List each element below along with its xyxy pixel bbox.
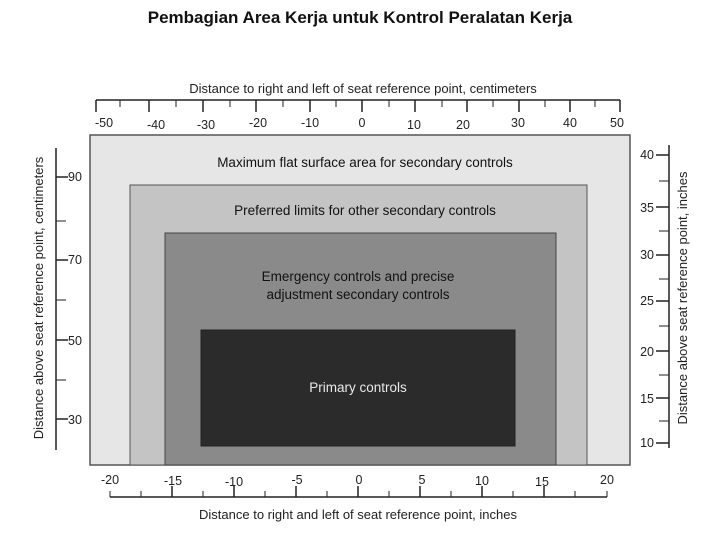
bottom-tick-label: -10: [224, 475, 244, 489]
left-tick-label: 70: [68, 253, 82, 267]
bottom-tick-label: 0: [355, 473, 363, 487]
top-tick-label: -50: [94, 116, 114, 130]
left-axis-title: Distance above seat reference point, centimeters: [31, 156, 46, 440]
bottom-tick-label: 5: [418, 473, 426, 487]
zone-label-maximum-flat-surface: Maximum flat surface area for secondary controls: [217, 155, 513, 170]
bottom-tick-label: 15: [535, 475, 549, 489]
top-axis-title: Distance to right and left of seat reference point, centimeters: [189, 81, 537, 96]
bottom-tick-label: -5: [291, 473, 303, 487]
top-tick-label: -30: [196, 118, 216, 132]
bottom-tick-label: 10: [475, 474, 489, 488]
page-title: Pembagian Area Kerja untuk Kontrol Peralatan Kerja: [147, 8, 573, 27]
right-axis-ticks: [656, 155, 669, 443]
right-tick-label: 20: [640, 345, 654, 359]
top-axis-ticks: [96, 100, 620, 112]
bottom-tick-label: -15: [163, 474, 183, 488]
zone-label-primary-controls: Primary controls: [309, 380, 407, 395]
right-tick-label: 25: [640, 294, 654, 308]
bottom-tick-label: 20: [600, 473, 614, 487]
top-tick-label: 20: [456, 118, 470, 132]
bottom-axis-ticks: [110, 486, 607, 497]
left-tick-label: 50: [68, 334, 82, 348]
bottom-axis-title: Distance to right and left of seat reference point, inches: [199, 507, 517, 522]
top-tick-label: -20: [248, 116, 268, 130]
right-tick-label: 35: [640, 201, 654, 215]
left-axis-ticks: [56, 177, 68, 419]
left-tick-label: 30: [68, 413, 82, 427]
right-tick-label: 40: [640, 148, 654, 162]
right-tick-label: 10: [640, 436, 654, 450]
right-axis-title: Distance above seat reference point, inches: [675, 171, 690, 425]
zone-label-emergency-line-2: adjustment secondary controls: [266, 287, 450, 302]
top-tick-label: 40: [563, 116, 577, 130]
top-tick-label: 10: [407, 118, 421, 132]
zone-label-preferred-limits: Preferred limits for other secondary controls: [234, 203, 496, 218]
top-tick-label: -40: [146, 118, 166, 132]
left-tick-label: 90: [68, 170, 82, 184]
right-tick-label: 30: [640, 248, 654, 262]
right-tick-label: 15: [640, 392, 654, 406]
top-tick-label: -10: [300, 116, 320, 130]
top-tick-label: 50: [610, 116, 624, 130]
bottom-tick-label: -20: [100, 473, 120, 487]
zone-label-emergency-line-1: Emergency controls and precise: [261, 269, 455, 284]
top-tick-label: 30: [511, 116, 525, 130]
top-tick-label: 0: [358, 116, 366, 130]
